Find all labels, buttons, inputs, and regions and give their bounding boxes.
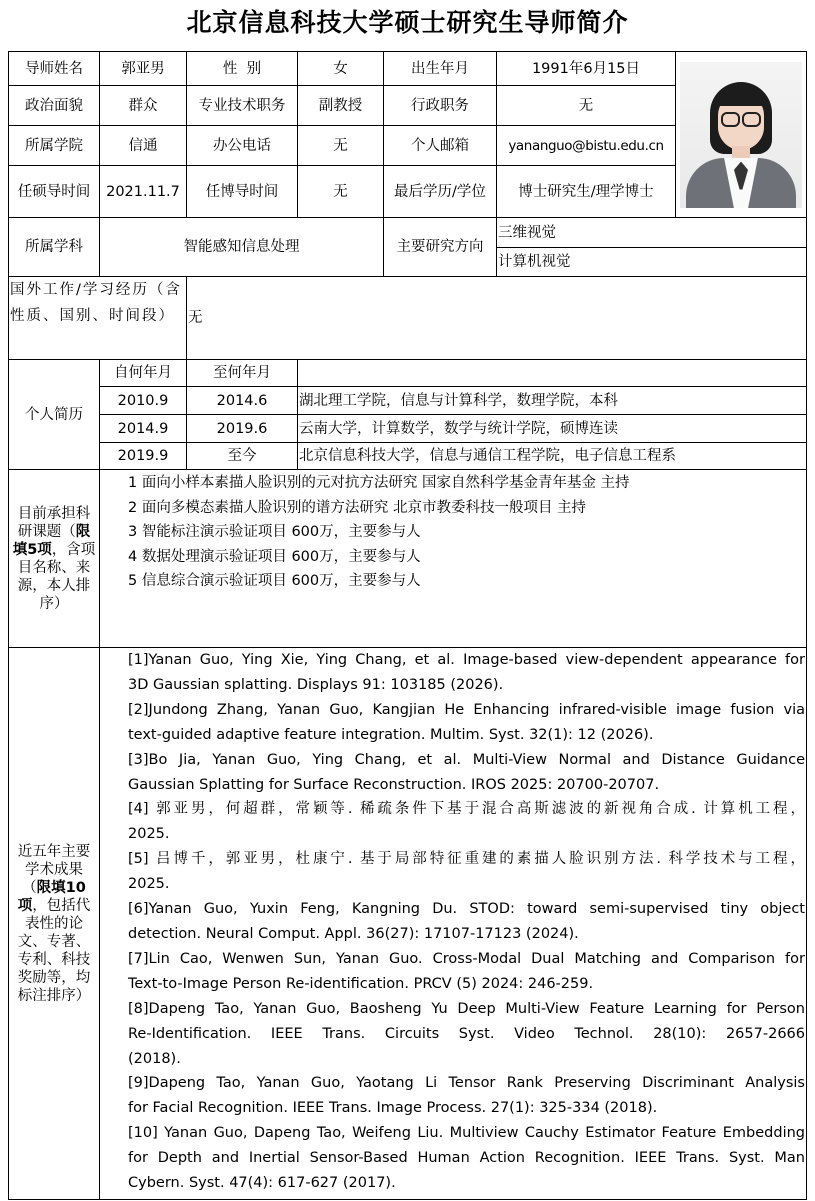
- resume-to: 至今: [187, 443, 298, 470]
- label-abroad-text: 国外工作/学习经历（含性质、国别、时间段）: [10, 282, 182, 324]
- pub-line: Cybern. Syst. 47(4): 617-627 (2017).: [128, 1175, 396, 1192]
- resume-to: 2019.6: [187, 415, 298, 443]
- label-name: 导师姓名: [9, 52, 100, 86]
- resume-from: 2019.9: [100, 443, 187, 470]
- pub-line: 2025.: [128, 876, 170, 893]
- resume-col-to: 至何年月: [187, 360, 298, 387]
- resume-row: [9, 443, 807, 470]
- value-email: yananguo@bistu.edu.cn: [497, 126, 676, 166]
- pub-line: [2]Jundong Zhang, Yanan Guo, Kangjian He Enhancing infrared-visible image fusion via: [128, 701, 805, 718]
- resume-row: [9, 415, 807, 443]
- label-projects-c: ，含项目名称、来源，本人排序）: [17, 541, 96, 612]
- label-master-time: 任硕导时间: [9, 166, 100, 218]
- label-pubs-c: ，包括代表性的论文、专著、专利、科技奖励等，均标注排序）: [17, 897, 91, 1004]
- resume-to: 2014.6: [187, 387, 298, 415]
- value-admin: 无: [497, 86, 676, 126]
- row-abroad: [9, 277, 807, 360]
- label-projects-a: 目前承担科研课题（: [17, 505, 91, 540]
- value-research-1: 三维视觉: [497, 218, 807, 248]
- pub-line: Text-to-Image Person Re-identification. PRCV (5) 2024: 246-259.: [128, 975, 594, 992]
- label-degree: 最后学历/学位: [384, 166, 497, 218]
- value-phone: 无: [298, 126, 384, 166]
- label-pubs-limit: 限填10项: [17, 879, 86, 914]
- resume-desc: 湖北理工学院，信息与计算科学，数理学院，本科: [298, 387, 807, 415]
- pub-line: for Depth and Inertial Sensor-Based Human Action Recognition. IEEE Trans. Syst. Man: [128, 1150, 805, 1167]
- value-phd-time: 无: [298, 166, 384, 218]
- photo-cell: [676, 52, 807, 218]
- pub-line: for Facial Recognition. IEEE Trans. Image Process. 27(1): 325-334 (2018).: [128, 1100, 658, 1117]
- label-publications: [9, 648, 100, 1200]
- pub-line: [5] 吕博千，郭亚男，杜康宁. 基于局部特征重建的素描人脸识别方法. 科学技术与工程，: [128, 851, 805, 868]
- label-discipline: 所属学科: [9, 218, 100, 277]
- label-projects: [9, 470, 100, 648]
- page-title: 北京信息科技大学硕士研究生导师简介: [186, 8, 629, 37]
- project-item: 4 数据处理演示验证项目 600万，主要参与人: [128, 548, 421, 565]
- pub-line: [3]Bo Jia, Yanan Guo, Ying Chang, et al. Multi-View Normal and Distance Guidance: [128, 751, 805, 768]
- value-politics: 群众: [100, 86, 187, 126]
- label-birth: 出生年月: [384, 52, 497, 86]
- project-item: 1 面向小样本素描人脸识别的元对抗方法研究 国家自然科学基金青年基金 主持: [128, 475, 630, 491]
- value-birth: 1991年6月15日: [497, 52, 676, 86]
- label-research: 主要研究方向: [384, 218, 497, 277]
- label-title: 专业技术职务: [187, 86, 298, 126]
- pub-line: [6]Yanan Guo, Yuxin Feng, Kangning Du. STOD: toward semi-supervised tiny object: [128, 901, 805, 918]
- pub-line: detection. Neural Comput. Appl. 36(27): 17107-17123 (2024).: [128, 925, 579, 942]
- value-name: 郭亚男: [100, 52, 187, 86]
- pub-line: [9]Dapeng Tao, Yanan Guo, Yaotang Li Tensor Rank Preserving Discriminant Analysis: [128, 1075, 805, 1092]
- row-projects: [9, 470, 807, 648]
- project-item: 2 面向多模态素描人脸识别的谱方法研究 北京市教委科技一般项目 主持: [128, 499, 587, 516]
- pub-line: [4] 郭亚男，何超群，常颖等. 稀疏条件下基于混合高斯滤波的新视角合成. 计算机工程，: [128, 801, 805, 818]
- value-gender: 女: [298, 52, 384, 86]
- resume-header: [9, 360, 807, 387]
- resume-desc: 北京信息科技大学，信息与通信工程学院，电子信息工程系: [298, 443, 807, 470]
- label-projects-limit: 限填5项: [12, 523, 91, 558]
- label-phone: 办公电话: [187, 126, 298, 166]
- pub-line: 3D Gaussian splatting. Displays 91: 103185 (2026).: [128, 676, 504, 693]
- value-master-time: 2021.11.7: [100, 166, 187, 218]
- projects-list: [100, 470, 807, 648]
- resume-row: [9, 387, 807, 415]
- pub-line: [1]Yanan Guo, Ying Xie, Ying Chang, et al. Image-based view-dependent appearance for: [128, 652, 805, 668]
- value-title: 副教授: [298, 86, 384, 126]
- label-email: 个人邮箱: [384, 126, 497, 166]
- pub-line: [10] Yanan Guo, Dapeng Tao, Weifeng Liu. Multiview Cauchy Estimator Feature Embedding: [128, 1125, 805, 1142]
- resume-col-from: 自何年月: [100, 360, 187, 387]
- label-gender: 性 别: [187, 52, 298, 86]
- profile-table: [8, 51, 807, 1200]
- label-abroad: [9, 277, 187, 360]
- label-phd-time: 任博导时间: [187, 166, 298, 218]
- resume-col-desc: [298, 360, 807, 387]
- resume-from: 2010.9: [100, 387, 187, 415]
- row-publications: [9, 648, 807, 1200]
- pub-line: (2018).: [128, 1050, 181, 1067]
- value-discipline: 智能感知信息处理: [100, 218, 384, 277]
- project-item: 3 智能标注演示验证项目 600万，主要参与人: [128, 524, 421, 541]
- value-degree: 博士研究生/理学博士: [497, 166, 676, 218]
- resume-desc: 云南大学，计算数学，数学与统计学院，硕博连读: [298, 415, 807, 443]
- label-politics: 政治面貌: [9, 86, 100, 126]
- pub-line: Gaussian Splatting for Surface Reconstruction. IROS 2025: 20700-20707.: [128, 776, 660, 793]
- pub-line: [8]Dapeng Tao, Yanan Guo, Baosheng Yu Deep Multi-View Feature Learning for Person: [128, 1000, 805, 1017]
- label-pubs-a: 近五年主要学术成果（: [17, 843, 91, 896]
- pub-line: 2025.: [128, 826, 170, 843]
- portrait-photo: [680, 62, 802, 208]
- pub-line: [7]Lin Cao, Wenwen Sun, Yanan Guo. Cross-Modal Dual Matching and Comparison for: [128, 950, 805, 967]
- project-item: 5 信息综合演示验证项目 600万，主要参与人: [128, 573, 421, 590]
- row-discipline: [9, 218, 807, 248]
- value-research-2: 计算机视觉: [497, 248, 807, 277]
- pub-line: text-guided adaptive feature integration. Multim. Syst. 32(1): 12 (2026).: [128, 726, 654, 743]
- label-college: 所属学院: [9, 126, 100, 166]
- value-abroad: 无: [187, 277, 807, 360]
- resume-from: 2014.9: [100, 415, 187, 443]
- pub-line: Re-Identification. IEEE Trans. Circuits Syst. Video Technol. 28(10): 2657-2666: [128, 1025, 805, 1042]
- label-admin: 行政职务: [384, 86, 497, 126]
- row-name: [9, 52, 807, 86]
- value-college: 信通: [100, 126, 187, 166]
- label-resume: 个人简历: [9, 360, 100, 470]
- publications-list: [100, 648, 807, 1200]
